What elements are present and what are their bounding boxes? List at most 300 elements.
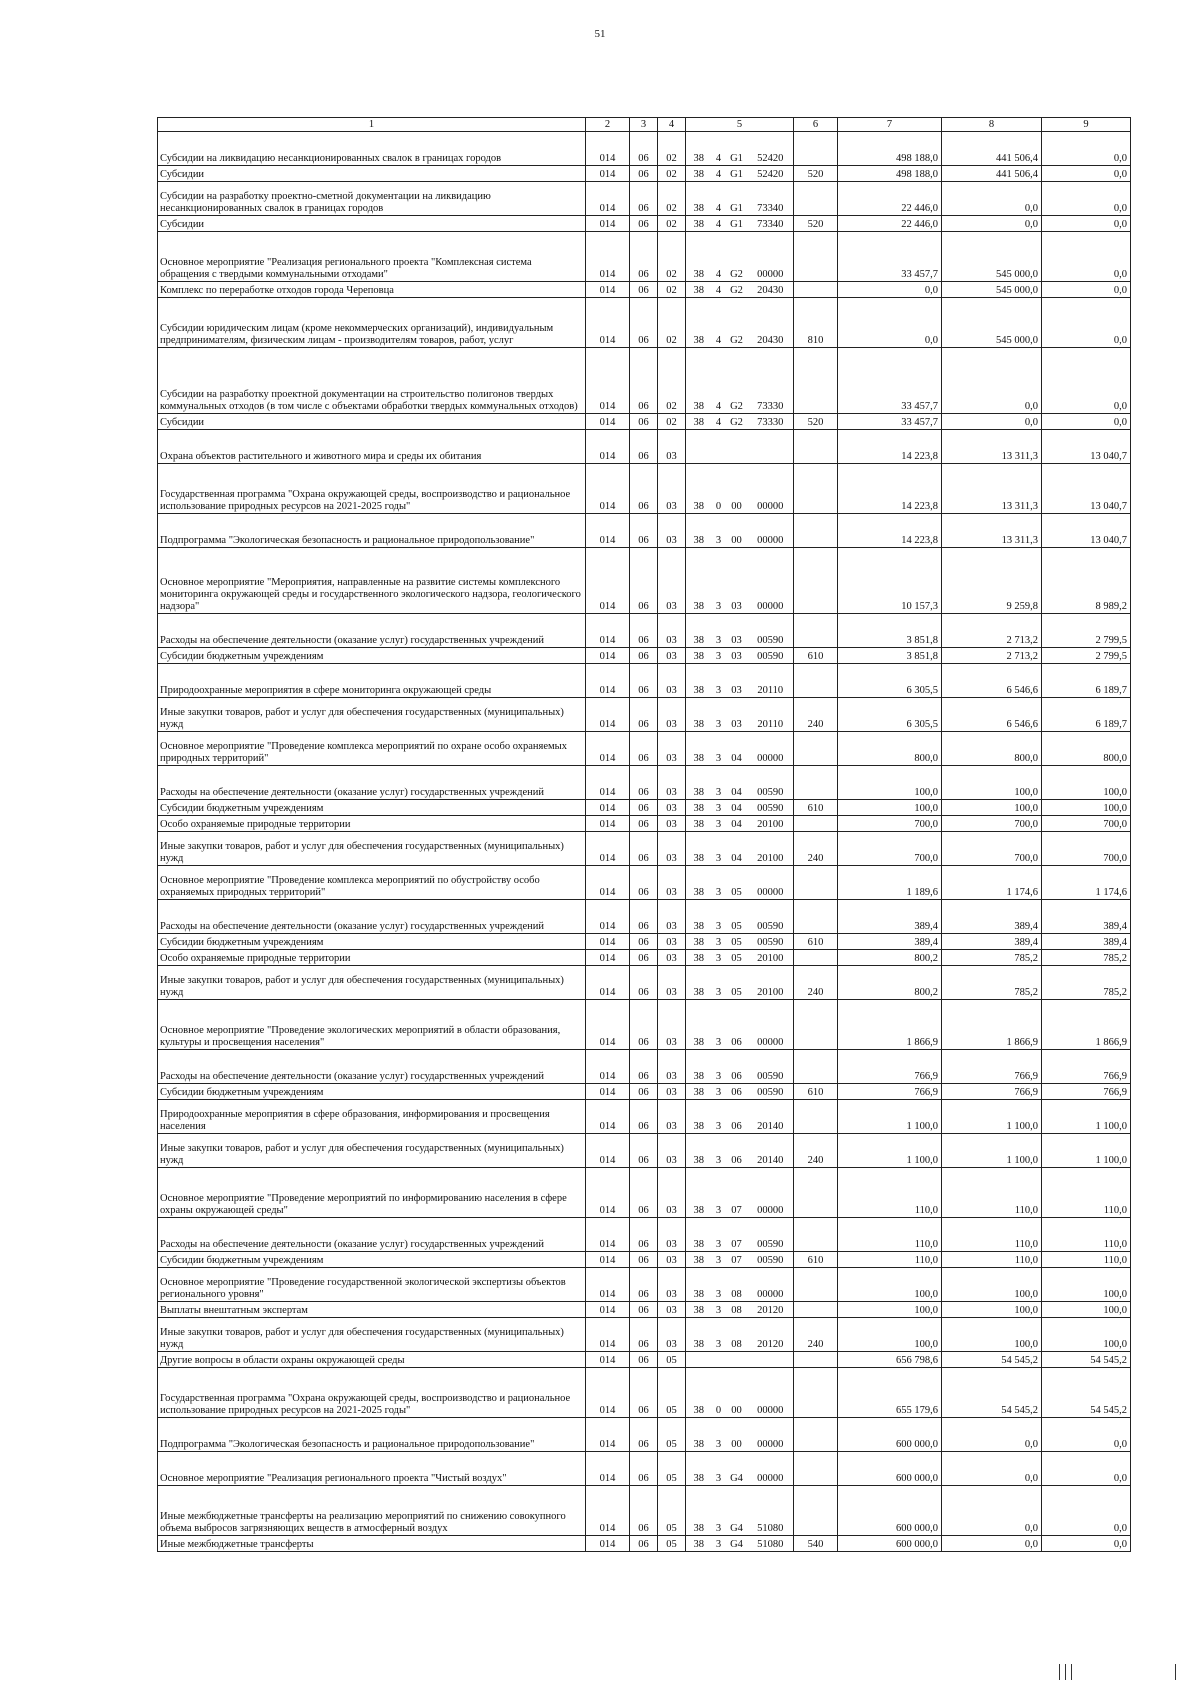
cell-amount-col7: 22 446,0	[838, 182, 942, 216]
cell-section: 06	[630, 1452, 658, 1486]
cell-expense-type	[794, 430, 838, 464]
cell-subsection: 03	[658, 1000, 686, 1050]
cell-amount-col9: 0,0	[1042, 298, 1131, 348]
cell-target-measure: 00	[726, 514, 748, 548]
cell-amount-col8: 54 545,2	[942, 1368, 1042, 1418]
cell-target-measure: 06	[726, 1050, 748, 1084]
cell-target-direction: 00590	[748, 614, 794, 648]
cell-target-program: 38	[686, 132, 712, 166]
cell-amount-col8: 100,0	[942, 1268, 1042, 1302]
row-name: Субсидии на разработку проектно-сметной документации на ликвидацию несанкционированных свалок в границах городов	[158, 182, 586, 216]
cell-target-subprogram: 3	[712, 832, 726, 866]
cell-target-subprogram: 0	[712, 1368, 726, 1418]
cell-amount-col9: 0,0	[1042, 1452, 1131, 1486]
row-name: Субсидии бюджетным учреждениям	[158, 1252, 586, 1268]
row-name: Основное мероприятие "Мероприятия, направленные на развитие системы комплексного мониторинга окружающей среды и государственного экологического надзора, геологического надзора"	[158, 548, 586, 614]
cell-section: 06	[630, 232, 658, 282]
cell-target-direction: 51080	[748, 1536, 794, 1552]
cell-amount-col8: 110,0	[942, 1252, 1042, 1268]
row-name: Расходы на обеспечение деятельности (оказание услуг) государственных учреждений	[158, 1218, 586, 1252]
cell-section: 06	[630, 1302, 658, 1318]
cell-amount-col8: 0,0	[942, 1536, 1042, 1552]
cell-subsection: 02	[658, 298, 686, 348]
cell-expense-type: 610	[794, 1252, 838, 1268]
cell-target-program: 38	[686, 1536, 712, 1552]
cell-target-direction: 00000	[748, 514, 794, 548]
cell-section: 06	[630, 934, 658, 950]
cell-amount-col7: 498 188,0	[838, 132, 942, 166]
cell-amount-col7: 800,2	[838, 966, 942, 1000]
cell-amount-col8: 100,0	[942, 800, 1042, 816]
cell-amount-col7: 6 305,5	[838, 664, 942, 698]
cell-amount-col9: 389,4	[1042, 900, 1131, 934]
cell-amount-col7: 1 100,0	[838, 1100, 942, 1134]
cell-grbs: 014	[586, 548, 630, 614]
cell-target-measure: 04	[726, 800, 748, 816]
cell-subsection: 03	[658, 800, 686, 816]
cell-grbs: 014	[586, 1000, 630, 1050]
cell-target-subprogram: 3	[712, 1218, 726, 1252]
cell-amount-col8: 545 000,0	[942, 282, 1042, 298]
cell-amount-col9: 110,0	[1042, 1218, 1131, 1252]
cell-target-subprogram: 3	[712, 1100, 726, 1134]
cell-target-measure: 03	[726, 548, 748, 614]
cell-amount-col9: 0,0	[1042, 282, 1131, 298]
cell-amount-col8: 100,0	[942, 766, 1042, 800]
cell-subsection: 05	[658, 1486, 686, 1536]
cell-expense-type: 240	[794, 1318, 838, 1352]
cell-target-direction: 00590	[748, 934, 794, 950]
cell-section: 06	[630, 1100, 658, 1134]
cell-amount-col7: 0,0	[838, 298, 942, 348]
cell-subsection: 02	[658, 414, 686, 430]
cell-subsection: 03	[658, 464, 686, 514]
row-name: Иные межбюджетные трансферты на реализацию мероприятий по снижению совокупного объема выбросов загрязняющих веществ в атмосферный воздух	[158, 1486, 586, 1536]
cell-target-measure: 08	[726, 1302, 748, 1318]
cell-section: 06	[630, 1486, 658, 1536]
cell-section: 06	[630, 664, 658, 698]
cell-amount-col8: 545 000,0	[942, 232, 1042, 282]
cell-target-direction: 20110	[748, 698, 794, 732]
cell-target-program: 38	[686, 664, 712, 698]
cell-target-direction: 00590	[748, 1218, 794, 1252]
table-row	[158, 966, 1131, 1000]
cell-target-program: 38	[686, 282, 712, 298]
cell-grbs: 014	[586, 298, 630, 348]
cell-subsection: 03	[658, 1134, 686, 1168]
row-name: Субсидии на ликвидацию несанкционированных свалок в границах городов	[158, 132, 586, 166]
cell-target-direction: 00000	[748, 464, 794, 514]
cell-section: 06	[630, 548, 658, 614]
row-name: Иные закупки товаров, работ и услуг для обеспечения государственных (муниципальных) нужд	[158, 966, 586, 1000]
cell-amount-col8: 6 546,6	[942, 698, 1042, 732]
cell-amount-col8: 700,0	[942, 832, 1042, 866]
cell-amount-col8: 13 311,3	[942, 514, 1042, 548]
cell-target-direction: 00000	[748, 232, 794, 282]
cell-grbs: 014	[586, 464, 630, 514]
table-row	[158, 1134, 1131, 1168]
cell-target-subprogram: 4	[712, 232, 726, 282]
cell-target-subprogram: 3	[712, 900, 726, 934]
cell-section: 06	[630, 1134, 658, 1168]
cell-target-subprogram: 3	[712, 664, 726, 698]
cell-amount-col9: 100,0	[1042, 1318, 1131, 1352]
cell-amount-col8: 2 713,2	[942, 648, 1042, 664]
cell-amount-col9: 54 545,2	[1042, 1352, 1131, 1368]
cell-target-measure: 07	[726, 1168, 748, 1218]
table-row	[158, 282, 1131, 298]
cell-grbs: 014	[586, 282, 630, 298]
cell-amount-col9: 100,0	[1042, 1268, 1131, 1302]
cell-amount-col8: 766,9	[942, 1050, 1042, 1084]
cell-target-measure: G2	[726, 232, 748, 282]
cell-target-subprogram: 3	[712, 1486, 726, 1536]
cell-target-direction: 00590	[748, 766, 794, 800]
cell-amount-col9: 389,4	[1042, 934, 1131, 950]
column-header: 8	[942, 118, 1042, 132]
cell-subsection: 03	[658, 866, 686, 900]
cell-target-program: 38	[686, 1368, 712, 1418]
cell-expense-type	[794, 900, 838, 934]
cell-amount-col9: 0,0	[1042, 1536, 1131, 1552]
cell-section: 06	[630, 282, 658, 298]
column-header: 2	[586, 118, 630, 132]
cell-grbs: 014	[586, 1218, 630, 1252]
cell-target-subprogram: 4	[712, 166, 726, 182]
cell-amount-col9: 0,0	[1042, 182, 1131, 216]
cell-amount-col8: 13 311,3	[942, 464, 1042, 514]
cell-amount-col7: 389,4	[838, 934, 942, 950]
cell-amount-col7: 33 457,7	[838, 348, 942, 414]
cell-amount-col7: 100,0	[838, 766, 942, 800]
cell-amount-col8: 54 545,2	[942, 1352, 1042, 1368]
cell-target-direction: 00590	[748, 1252, 794, 1268]
cell-amount-col8: 2 713,2	[942, 614, 1042, 648]
cell-target-measure	[726, 1352, 748, 1368]
cell-amount-col7: 14 223,8	[838, 430, 942, 464]
cell-target-program: 38	[686, 900, 712, 934]
cell-section: 06	[630, 698, 658, 732]
row-name: Основное мероприятие "Проведение государственной экологической экспертизы объектов регионального уровня"	[158, 1268, 586, 1302]
cell-expense-type: 520	[794, 414, 838, 430]
cell-target-direction: 20100	[748, 816, 794, 832]
cell-target-direction: 20120	[748, 1318, 794, 1352]
table-row	[158, 866, 1131, 900]
cell-amount-col9: 0,0	[1042, 1486, 1131, 1536]
cell-target-subprogram: 3	[712, 1252, 726, 1268]
cell-target-direction: 73330	[748, 348, 794, 414]
cell-amount-col7: 766,9	[838, 1050, 942, 1084]
cell-amount-col9: 1 174,6	[1042, 866, 1131, 900]
cell-target-direction: 20120	[748, 1302, 794, 1318]
cell-amount-col8: 0,0	[942, 414, 1042, 430]
row-name: Субсидии	[158, 166, 586, 182]
cell-amount-col8: 0,0	[942, 1486, 1042, 1536]
cell-target-program	[686, 430, 712, 464]
cell-section: 06	[630, 430, 658, 464]
cell-target-direction: 73340	[748, 182, 794, 216]
cell-grbs: 014	[586, 132, 630, 166]
row-name: Выплаты внештатным экспертам	[158, 1302, 586, 1318]
cell-target-measure: 00	[726, 464, 748, 514]
table-row	[158, 1000, 1131, 1050]
cell-target-subprogram: 3	[712, 950, 726, 966]
cell-grbs: 014	[586, 216, 630, 232]
cell-subsection: 02	[658, 282, 686, 298]
cell-target-subprogram: 3	[712, 514, 726, 548]
cell-target-direction: 00000	[748, 1168, 794, 1218]
cell-target-program: 38	[686, 1486, 712, 1536]
cell-amount-col9: 0,0	[1042, 132, 1131, 166]
cell-grbs: 014	[586, 166, 630, 182]
cell-target-measure: 06	[726, 1084, 748, 1100]
cell-target-measure: 00	[726, 1368, 748, 1418]
cell-target-subprogram: 3	[712, 698, 726, 732]
cell-grbs: 014	[586, 966, 630, 1000]
cell-amount-col7: 100,0	[838, 800, 942, 816]
cell-target-direction: 00000	[748, 732, 794, 766]
cell-amount-col9: 0,0	[1042, 216, 1131, 232]
cell-expense-type	[794, 464, 838, 514]
cell-amount-col9: 766,9	[1042, 1084, 1131, 1100]
cell-amount-col9: 766,9	[1042, 1050, 1131, 1084]
cell-subsection: 03	[658, 766, 686, 800]
cell-amount-col8: 545 000,0	[942, 298, 1042, 348]
cell-target-program: 38	[686, 1252, 712, 1268]
cell-section: 06	[630, 182, 658, 216]
cell-expense-type: 520	[794, 216, 838, 232]
cell-grbs: 014	[586, 348, 630, 414]
cell-section: 06	[630, 1050, 658, 1084]
cell-amount-col7: 655 179,6	[838, 1368, 942, 1418]
cell-expense-type	[794, 664, 838, 698]
cell-target-measure: G1	[726, 166, 748, 182]
cell-subsection: 03	[658, 1252, 686, 1268]
row-name: Природоохранные мероприятия в сфере мониторинга окружающей среды	[158, 664, 586, 698]
cell-amount-col7: 600 000,0	[838, 1536, 942, 1552]
cell-target-program: 38	[686, 1084, 712, 1100]
cell-amount-col7: 800,0	[838, 732, 942, 766]
cell-amount-col7: 22 446,0	[838, 216, 942, 232]
cell-target-direction: 20140	[748, 1134, 794, 1168]
cell-amount-col7: 6 305,5	[838, 698, 942, 732]
row-name: Государственная программа "Охрана окружающей среды, воспроизводство и рациональное использование природных ресурсов на 2021-2025 годы"	[158, 1368, 586, 1418]
cell-target-subprogram: 3	[712, 1268, 726, 1302]
cell-subsection: 02	[658, 216, 686, 232]
cell-amount-col9: 2 799,5	[1042, 648, 1131, 664]
table-row	[158, 1084, 1131, 1100]
cell-target-direction: 52420	[748, 132, 794, 166]
cell-amount-col7: 3 851,8	[838, 648, 942, 664]
cell-subsection: 03	[658, 548, 686, 614]
cell-target-program: 38	[686, 1100, 712, 1134]
cell-section: 06	[630, 766, 658, 800]
cell-amount-col9: 0,0	[1042, 232, 1131, 282]
cell-expense-type	[794, 1050, 838, 1084]
cell-target-direction: 20140	[748, 1100, 794, 1134]
table-row	[158, 698, 1131, 732]
cell-expense-type	[794, 282, 838, 298]
cell-target-subprogram: 3	[712, 1452, 726, 1486]
cell-amount-col8: 9 259,8	[942, 548, 1042, 614]
cell-expense-type	[794, 1452, 838, 1486]
cell-target-subprogram: 3	[712, 816, 726, 832]
cell-target-direction: 00000	[748, 866, 794, 900]
cell-section: 06	[630, 966, 658, 1000]
column-header: 5	[686, 118, 794, 132]
cell-grbs: 014	[586, 816, 630, 832]
cell-target-program: 38	[686, 816, 712, 832]
cell-subsection: 05	[658, 1368, 686, 1418]
cell-amount-col7: 33 457,7	[838, 232, 942, 282]
cell-subsection: 03	[658, 1100, 686, 1134]
cell-expense-type	[794, 1218, 838, 1252]
cell-section: 06	[630, 900, 658, 934]
cell-target-program: 38	[686, 298, 712, 348]
cell-amount-col7: 600 000,0	[838, 1486, 942, 1536]
cell-target-measure: 05	[726, 966, 748, 1000]
cell-section: 06	[630, 1318, 658, 1352]
cell-target-subprogram: 3	[712, 1050, 726, 1084]
cell-target-program	[686, 1352, 712, 1368]
cell-amount-col8: 766,9	[942, 1084, 1042, 1100]
cell-grbs: 014	[586, 698, 630, 732]
cell-section: 06	[630, 832, 658, 866]
row-name: Основное мероприятие "Проведение комплекса мероприятий по обустройству особо охраняемых природных территорий"	[158, 866, 586, 900]
cell-expense-type	[794, 548, 838, 614]
cell-expense-type: 240	[794, 1134, 838, 1168]
table-row	[158, 182, 1131, 216]
table-row	[158, 1050, 1131, 1084]
table-row	[158, 614, 1131, 648]
cell-amount-col9: 110,0	[1042, 1252, 1131, 1268]
cell-grbs: 014	[586, 430, 630, 464]
cell-amount-col9: 700,0	[1042, 832, 1131, 866]
cell-subsection: 03	[658, 934, 686, 950]
cell-target-program: 38	[686, 216, 712, 232]
column-header: 3	[630, 118, 658, 132]
table-row	[158, 800, 1131, 816]
cell-expense-type	[794, 950, 838, 966]
cell-target-measure: 03	[726, 648, 748, 664]
cell-amount-col7: 656 798,6	[838, 1352, 942, 1368]
cell-grbs: 014	[586, 1452, 630, 1486]
cell-target-measure: 04	[726, 732, 748, 766]
table-row	[158, 132, 1131, 166]
cell-expense-type: 610	[794, 1084, 838, 1100]
cell-subsection: 03	[658, 430, 686, 464]
cell-amount-col7: 14 223,8	[838, 464, 942, 514]
cell-target-direction	[748, 1352, 794, 1368]
table-row	[158, 664, 1131, 698]
scan-mark	[1175, 1664, 1176, 1680]
row-name: Субсидии	[158, 216, 586, 232]
table-row	[158, 950, 1131, 966]
cell-expense-type: 610	[794, 934, 838, 950]
cell-target-program: 38	[686, 950, 712, 966]
cell-amount-col9: 0,0	[1042, 414, 1131, 430]
cell-target-program: 38	[686, 766, 712, 800]
cell-target-subprogram	[712, 1352, 726, 1368]
cell-section: 06	[630, 1252, 658, 1268]
cell-target-direction: 00590	[748, 648, 794, 664]
cell-expense-type	[794, 1418, 838, 1452]
cell-subsection: 05	[658, 1352, 686, 1368]
cell-target-direction	[748, 430, 794, 464]
table-row	[158, 1252, 1131, 1268]
cell-target-subprogram: 3	[712, 934, 726, 950]
cell-target-measure: 08	[726, 1318, 748, 1352]
column-header: 7	[838, 118, 942, 132]
cell-section: 06	[630, 1084, 658, 1100]
cell-grbs: 014	[586, 934, 630, 950]
cell-section: 06	[630, 348, 658, 414]
cell-grbs: 014	[586, 900, 630, 934]
cell-amount-col7: 110,0	[838, 1218, 942, 1252]
row-name: Государственная программа "Охрана окружающей среды, воспроизводство и рациональное использование природных ресурсов на 2021-2025 годы"	[158, 464, 586, 514]
cell-section: 06	[630, 1368, 658, 1418]
cell-subsection: 03	[658, 1168, 686, 1218]
cell-amount-col7: 766,9	[838, 1084, 942, 1100]
scan-mark	[1071, 1664, 1072, 1680]
cell-target-subprogram: 3	[712, 1000, 726, 1050]
cell-amount-col8: 800,0	[942, 732, 1042, 766]
cell-amount-col8: 785,2	[942, 966, 1042, 1000]
cell-amount-col9: 785,2	[1042, 966, 1131, 1000]
cell-amount-col7: 1 866,9	[838, 1000, 942, 1050]
cell-subsection: 05	[658, 1536, 686, 1552]
cell-target-program: 38	[686, 1050, 712, 1084]
cell-grbs: 014	[586, 664, 630, 698]
cell-expense-type	[794, 1352, 838, 1368]
cell-amount-col7: 100,0	[838, 1268, 942, 1302]
cell-amount-col9: 6 189,7	[1042, 698, 1131, 732]
cell-section: 06	[630, 166, 658, 182]
cell-section: 06	[630, 732, 658, 766]
cell-grbs: 014	[586, 514, 630, 548]
cell-grbs: 014	[586, 1368, 630, 1418]
cell-target-direction: 20100	[748, 966, 794, 1000]
table-row	[158, 1368, 1131, 1418]
cell-subsection: 03	[658, 698, 686, 732]
cell-amount-col9: 110,0	[1042, 1168, 1131, 1218]
cell-subsection: 02	[658, 348, 686, 414]
table-row	[158, 816, 1131, 832]
cell-subsection: 02	[658, 232, 686, 282]
cell-amount-col9: 6 189,7	[1042, 664, 1131, 698]
cell-expense-type: 520	[794, 166, 838, 182]
cell-grbs: 014	[586, 1268, 630, 1302]
table-row	[158, 1100, 1131, 1134]
row-name: Комплекс по переработке отходов города Череповца	[158, 282, 586, 298]
row-name: Субсидии юридическим лицам (кроме некоммерческих организаций), индивидуальным предпринимателям, физическим лицам - производителям товаров, работ, услуг	[158, 298, 586, 348]
cell-subsection: 02	[658, 132, 686, 166]
row-name: Расходы на обеспечение деятельности (оказание услуг) государственных учреждений	[158, 1050, 586, 1084]
budget-table	[157, 117, 1131, 1552]
cell-target-program: 38	[686, 1168, 712, 1218]
cell-amount-col9: 100,0	[1042, 800, 1131, 816]
cell-grbs: 014	[586, 1168, 630, 1218]
table-row	[158, 348, 1131, 414]
row-name: Расходы на обеспечение деятельности (оказание услуг) государственных учреждений	[158, 766, 586, 800]
cell-section: 06	[630, 1536, 658, 1552]
cell-expense-type	[794, 182, 838, 216]
cell-target-program: 38	[686, 698, 712, 732]
cell-amount-col9: 13 040,7	[1042, 514, 1131, 548]
row-name: Другие вопросы в области охраны окружающей среды	[158, 1352, 586, 1368]
cell-section: 06	[630, 1268, 658, 1302]
cell-subsection: 03	[658, 832, 686, 866]
